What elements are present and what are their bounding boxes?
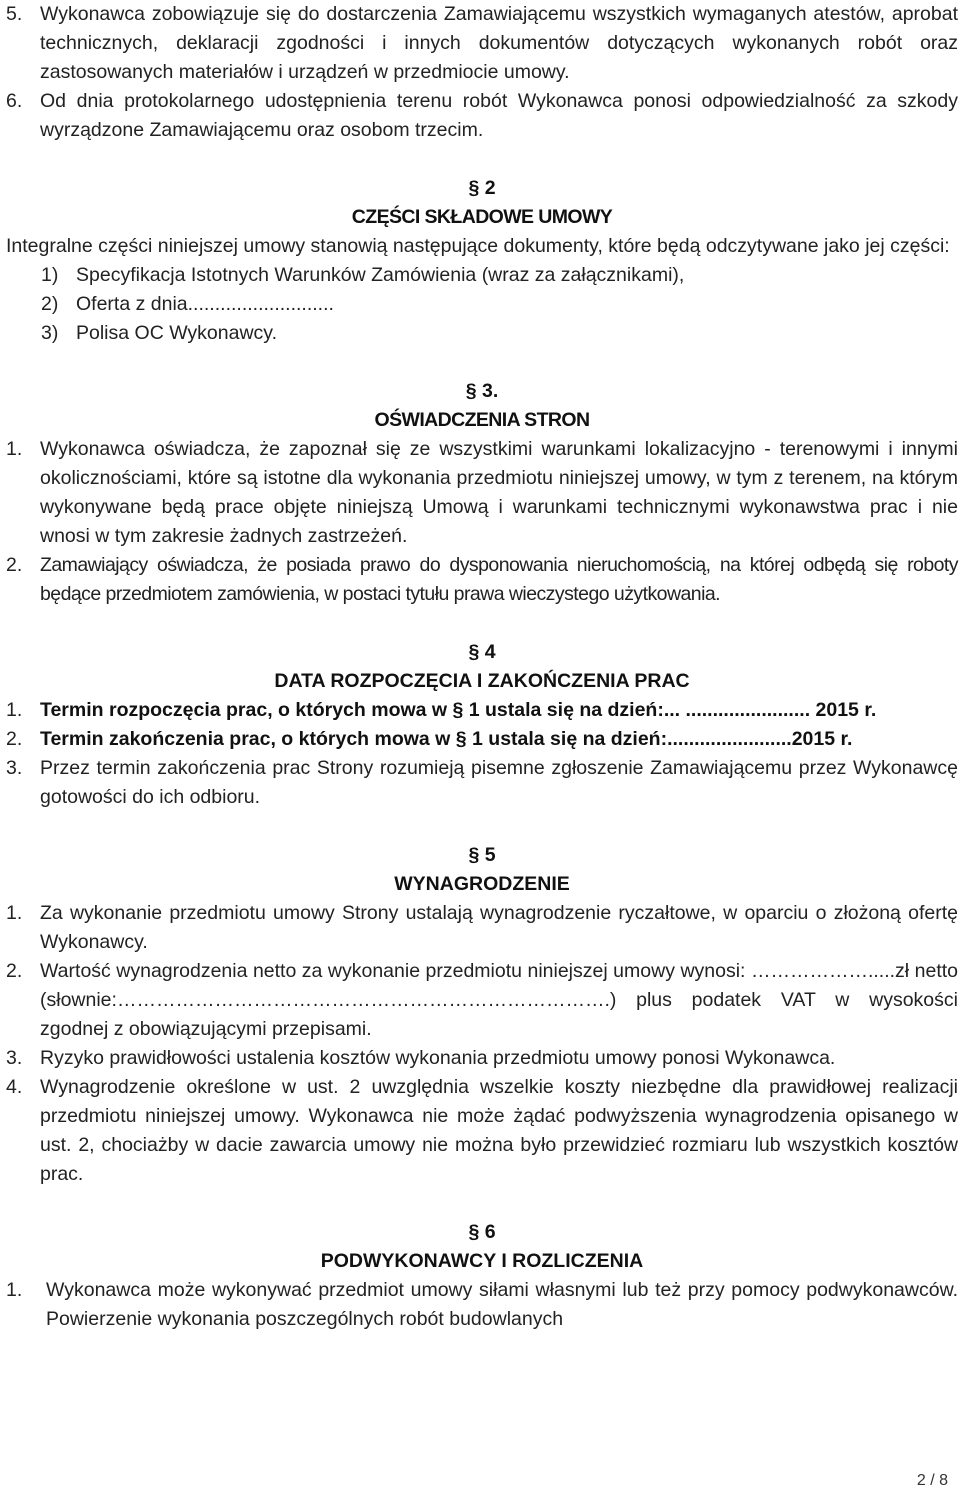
item-number: 1) [41, 264, 59, 286]
item-text: Polisa OC Wykonawcy. [76, 322, 278, 344]
section-3 [6, 377, 958, 609]
item-number: 2. [6, 554, 23, 576]
list-item [6, 1276, 958, 1334]
item-text: Wynagrodzenie określone w ust. 2 uwzględnia wszelkie koszty niezbędne dla prawidłowej realizacji przedmiotu niniejszej umowy. Wykonawca nie może żądać podwyższenia wynagrodzenia opisanego w ust. 2, chociażby w dacie zawarcia umowy nie można było przewidzieć rozmiaru lub wszystkich kosztów prac. [40, 1076, 958, 1185]
list-item [6, 435, 958, 551]
section-2 [6, 174, 958, 348]
item-text: Termin zakończenia prac, o których mowa w § 1 ustala się na dzień:.......................2015 r. [40, 728, 853, 750]
item-number: 1. [6, 1279, 23, 1301]
section-number: § 4 [468, 641, 496, 663]
item-text: Przez termin zakończenia prac Strony rozumieją pisemne zgłoszenie Zamawiającemu przez Wykonawcę gotowości do ich odbioru. [40, 757, 958, 808]
item-number: 6. [6, 90, 23, 112]
item-number: 3. [6, 1047, 23, 1069]
item-number: 2. [6, 728, 23, 750]
list-item [6, 957, 958, 1044]
item-text: Ryzyko prawidłowości ustalenia kosztów wykonania przedmiotu umowy ponosi Wykonawca. [40, 1047, 836, 1069]
item-text: Wykonawca oświadcza, że zapoznał się ze wszystkimi warunkami lokalizacyjno - terenowymi i innymi okolicznościami, które są istotne dla wykonania przedmiotu niniejszej umowy, w tym z terenem, na którym wykonywane będą prace objęte niniejszą Umową i warunkami technicznymi wykonawstwa prac i nie wnosi w tym zakresie żadnych zastrzeżeń. [40, 438, 958, 547]
list-item [6, 87, 958, 145]
item-number: 5. [6, 3, 23, 25]
item-number: 1. [6, 438, 23, 460]
item-number: 2. [6, 960, 23, 982]
item-text: Specyfikacja Istotnych Warunków Zamówienia (wraz za załącznikami), [76, 264, 685, 286]
section-number: § 2 [468, 177, 496, 199]
item-text: Za wykonanie przedmiotu umowy Strony ustalają wynagrodzenie ryczałtowe, w oparciu o złożoną ofertę Wykonawcy. [40, 902, 958, 953]
section-title: DATA ROZPOCZĘCIA I ZAKOŃCZENIA PRAC [274, 670, 690, 692]
section-title: PODWYKONAWCY I ROZLICZENIA [320, 1250, 644, 1272]
item-number: 1. [6, 699, 23, 721]
section-intro: Integralne części niniejszej umowy stanowią następujące dokumenty, które będą odczytywane jako jej części: [6, 235, 950, 257]
list-item [6, 1044, 958, 1073]
item-text: Od dnia protokolarnego udostępnienia terenu robót Wykonawca ponosi odpowiedzialność za szkody wyrządzone Zamawiającemu oraz osobom trzecim. [40, 90, 958, 141]
section-4 [6, 638, 958, 812]
item-text: Wykonawca może wykonywać przedmiot umowy siłami własnymi lub też przy pomocy podwykonawców. Powierzenie wykonania poszczególnych robót budowlanych [46, 1279, 958, 1330]
document-page [6, 0, 958, 1334]
item-number: 3. [6, 757, 23, 779]
list-item [6, 754, 958, 812]
section-5 [6, 841, 958, 1189]
item-text: Termin rozpoczęcia prac, o których mowa w § 1 ustala się na dzień:... ....................... 2015 r. [40, 699, 877, 721]
section-number: § 6 [468, 1221, 496, 1243]
list-item [6, 0, 958, 87]
section-6 [6, 1218, 958, 1334]
item-number: 2) [41, 293, 59, 315]
list-item [6, 696, 958, 725]
list-item [6, 899, 958, 957]
item-text: Wykonawca zobowiązuje się do dostarczenia Zamawiającemu wszystkich wymaganych atestów, aprobat technicznych, deklaracji zgodności i innych dokumentów dotyczących wykonanych robót oraz zastosowanych materiałów i urządzeń w przedmiocie umowy. [40, 3, 958, 83]
section-title: WYNAGRODZENIE [394, 873, 570, 895]
section-number: § 3. [465, 380, 499, 402]
list-item [6, 551, 958, 609]
item-number: 3) [41, 322, 59, 344]
list-item [41, 261, 958, 290]
item-number: 4. [6, 1076, 23, 1098]
list-item [6, 1073, 958, 1189]
item-text: Wartość wynagrodzenia netto za wykonanie przedmiotu niniejszej umowy wynosi: ……………….....zł netto (słownie:………………………………………………………………….) plus podatek VAT w wysokości zgodnej z obowiązującymi przepisami. [40, 960, 958, 1040]
item-text: Zamawiający oświadcza, że posiada prawo do dysponowania nieruchomością, na której odbędą się roboty będące przedmiotem zamówienia, w postaci tytułu prawa wieczystego użytkowania. [40, 554, 958, 605]
section-title: OŚWIADCZENIA STRON [374, 409, 590, 431]
list-item [6, 725, 958, 754]
document-list [6, 261, 958, 348]
page-number: 2 / 8 [916, 1472, 948, 1489]
list-item [41, 290, 958, 319]
item-number: 1. [6, 902, 23, 924]
section-number: § 5 [468, 844, 496, 866]
list-item [41, 319, 958, 348]
section-title: CZĘŚCI SKŁADOWE UMOWY [351, 206, 613, 228]
item-text: Oferta z dnia........................... [76, 293, 334, 315]
